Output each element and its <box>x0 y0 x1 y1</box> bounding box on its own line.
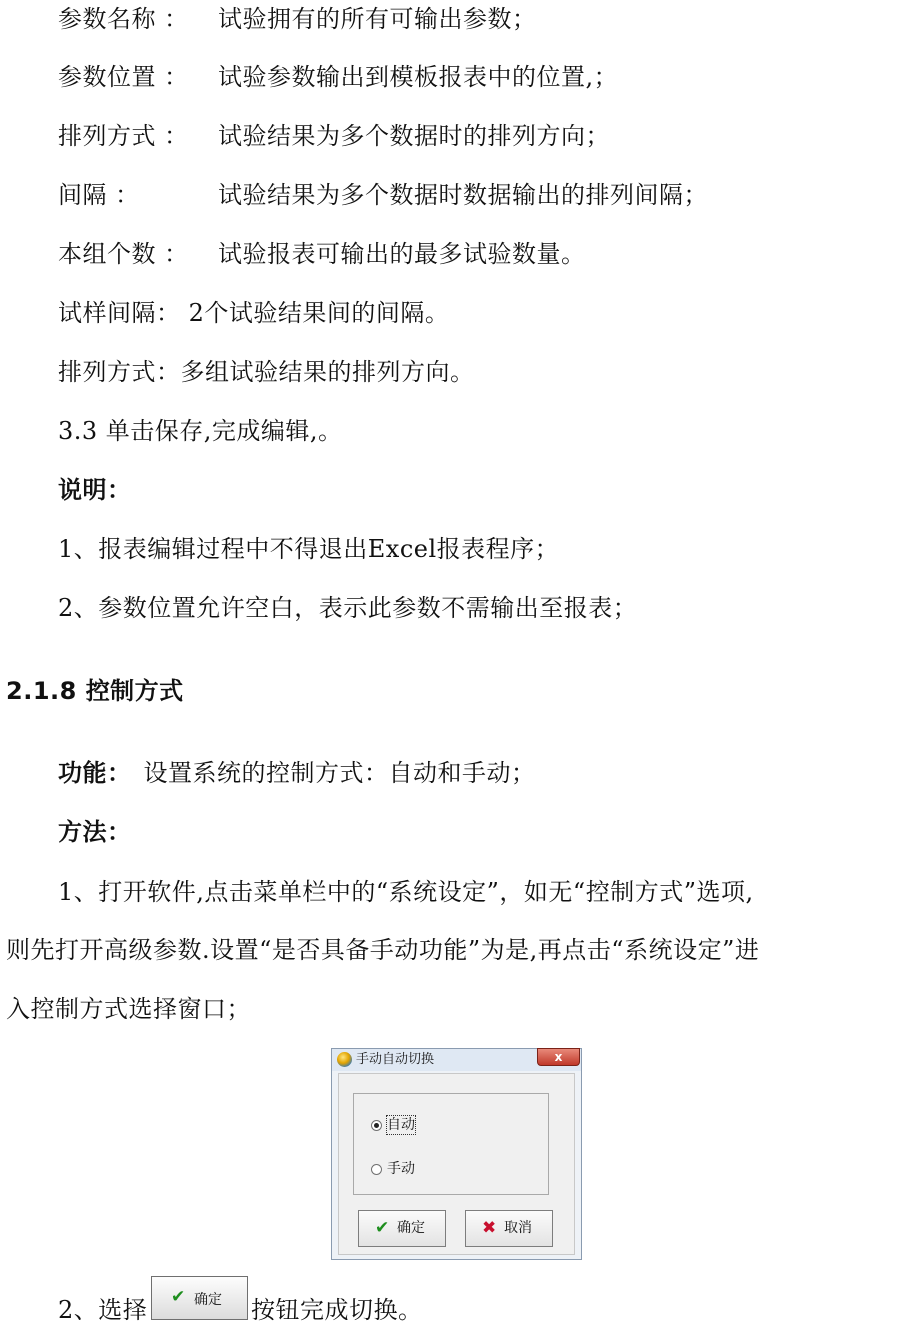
function-text: 设置系统的控制方式：自动和手动； <box>143 759 536 787</box>
param-desc: 试验拥有的所有可输出参数； <box>218 5 537 33</box>
radio-auto[interactable] <box>371 1120 382 1131</box>
mode-groupbox <box>353 1093 549 1195</box>
param-term: 排列方式 ： <box>58 122 189 150</box>
dialog-title: 手动自动切换 <box>356 1052 435 1067</box>
inline-ok-label: 确定 <box>194 1292 222 1308</box>
param-row-name <box>58 3 537 35</box>
arrangement-text: 排列方式：多组试验结果的排列方向。 <box>58 358 475 386</box>
method-1-line-1: 1、打开软件,点击菜单栏中的“系统设定”，如无“控制方式”选项, <box>58 878 754 906</box>
mode-switch-dialog <box>331 1048 582 1260</box>
param-term: 本组个数 ： <box>58 240 189 268</box>
radio-manual-label[interactable]: 手动 <box>387 1161 415 1177</box>
param-row-count <box>58 238 586 270</box>
param-row-arrangement <box>58 120 610 152</box>
checkmark-icon: ✔ <box>171 1287 186 1307</box>
param-term: 参数位置 ： <box>58 63 189 91</box>
checkmark-icon: ✔ <box>375 1218 390 1238</box>
param-desc: 试验结果为多个数据时数据输出的排列间隔； <box>218 181 708 209</box>
param-term: 参数名称 ： <box>58 5 189 33</box>
radio-manual[interactable] <box>371 1164 382 1175</box>
cancel-button-label: 取消 <box>504 1220 532 1236</box>
function-label: 功能： <box>58 759 132 787</box>
method-2-prefix: 2、选择 <box>58 1296 148 1324</box>
param-term: 间隔 ： <box>58 181 140 209</box>
method-1-line-3: 入控制方式选择窗口； <box>6 995 251 1023</box>
param-desc: 试验报表可输出的最多试验数量。 <box>218 240 586 268</box>
step-3-3-text: 3.3 单击保存,完成编辑,。 <box>58 417 343 445</box>
param-desc: 试验参数输出到模板报表中的位置,； <box>218 63 619 91</box>
method-label: 方法： <box>58 818 132 846</box>
notes-heading: 说明： <box>58 476 132 504</box>
param-row-interval <box>58 179 708 211</box>
section-heading: 2.1.8 控制方式 <box>6 677 184 705</box>
ok-button[interactable] <box>358 1210 446 1247</box>
close-button[interactable]: x <box>537 1048 580 1066</box>
cancel-button[interactable] <box>465 1210 553 1247</box>
cross-icon: ✖ <box>482 1218 497 1238</box>
param-row-position <box>58 61 618 93</box>
dialog-titlebar <box>332 1049 581 1071</box>
app-globe-icon <box>337 1052 352 1067</box>
sample-interval-text: 试样间隔： 2个试验结果间的间隔。 <box>58 299 450 327</box>
param-desc: 试验结果为多个数据时的排列方向； <box>218 122 610 150</box>
note-1-text: 1、报表编辑过程中不得退出Excel报表程序； <box>58 535 560 563</box>
function-row <box>58 757 536 789</box>
ok-button-label: 确定 <box>397 1220 425 1236</box>
inline-ok-button <box>151 1276 248 1320</box>
radio-auto-label[interactable]: 自动 <box>387 1117 415 1133</box>
method-2-suffix: 按钮完成切换。 <box>251 1296 423 1324</box>
method-1-line-2: 则先打开高级参数.设置“是否具备手动功能”为是,再点击“系统设定”进 <box>6 936 760 964</box>
note-2-text: 2、参数位置允许空白，表示此参数不需输出至报表； <box>58 594 638 622</box>
